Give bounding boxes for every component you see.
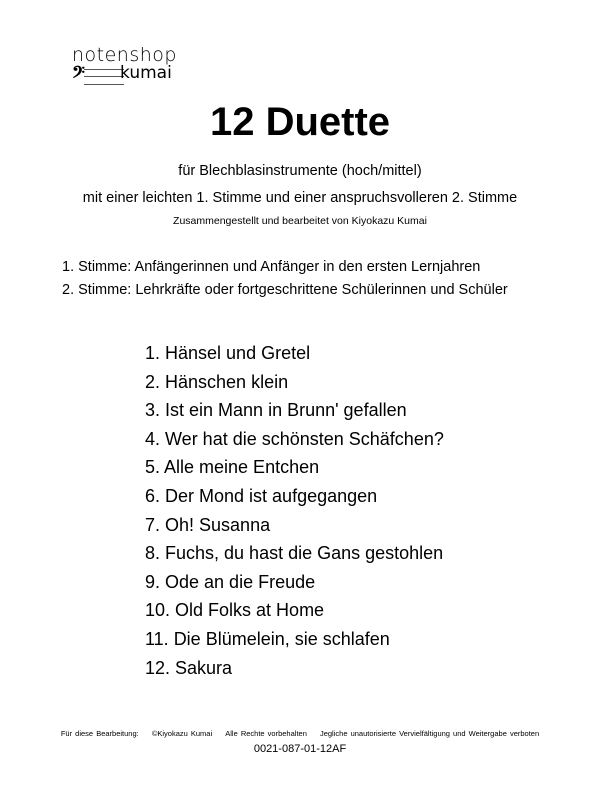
list-item: 2. Hänschen klein: [145, 371, 289, 392]
footer-label: Für diese Bearbeitung:: [60, 729, 139, 738]
list-item: 3. Ist ein Mann in Brunn' gefallen: [145, 400, 407, 421]
voice-descriptions: [62, 256, 508, 302]
product-code: 0021-087-01-12AF: [253, 743, 347, 755]
list-item: 8. Fuchs, du hast die Gans gestohlen: [145, 543, 444, 564]
notenshop-kumai-logo: [70, 44, 180, 94]
arranger-credit: Zusammengestellt und bearbeitet von Kiyokazu Kumai: [173, 215, 427, 227]
list-item: 5. Alle meine Entchen: [145, 457, 320, 478]
bass-clef-icon: 𝄢: [72, 64, 85, 86]
footer-copyright: ©Kiyokazu Kumai: [151, 729, 213, 738]
list-item: 10. Old Folks at Home: [145, 600, 325, 621]
logo-text-1: notenshop: [72, 44, 177, 66]
list-item: 7. Oh! Susanna: [145, 514, 271, 535]
staff-lines-icon: [84, 69, 124, 85]
voice-2: 2. Stimme: Lehrkräfte oder fortgeschrittene Schülerinnen und Schüler: [62, 282, 508, 298]
footer-notice: Jegliche unautorisierte Vervielfältigung und Weitergabe verboten: [319, 729, 540, 738]
footer: [0, 729, 600, 738]
list-item: 6. Der Mond ist aufgegangen: [145, 485, 378, 506]
subtitle-voices: mit einer leichten 1. Stimme und einer anspruchsvolleren 2. Stimme: [82, 190, 518, 206]
list-item: 1. Hänsel und Gretel: [145, 343, 311, 363]
footer-rights: Alle Rechte vorbehalten: [225, 729, 307, 738]
logo-text-2: kumai: [120, 63, 172, 83]
voice-1: 1. Stimme: Anfängerinnen und Anfänger in den ersten Lernjahren: [62, 259, 481, 275]
list-item: 11. Die Blümelein, sie schlafen: [145, 628, 390, 649]
list-item: 12. Sakura: [145, 657, 233, 678]
subtitle-instruments: für Blechblasinstrumente (hoch/mittel): [178, 163, 422, 179]
song-list: [145, 339, 444, 682]
list-item: 4. Wer hat die schönsten Schäfchen?: [145, 428, 444, 449]
page-title: 12 Duette: [209, 100, 391, 144]
list-item: 9. Ode an die Freude: [145, 571, 316, 592]
